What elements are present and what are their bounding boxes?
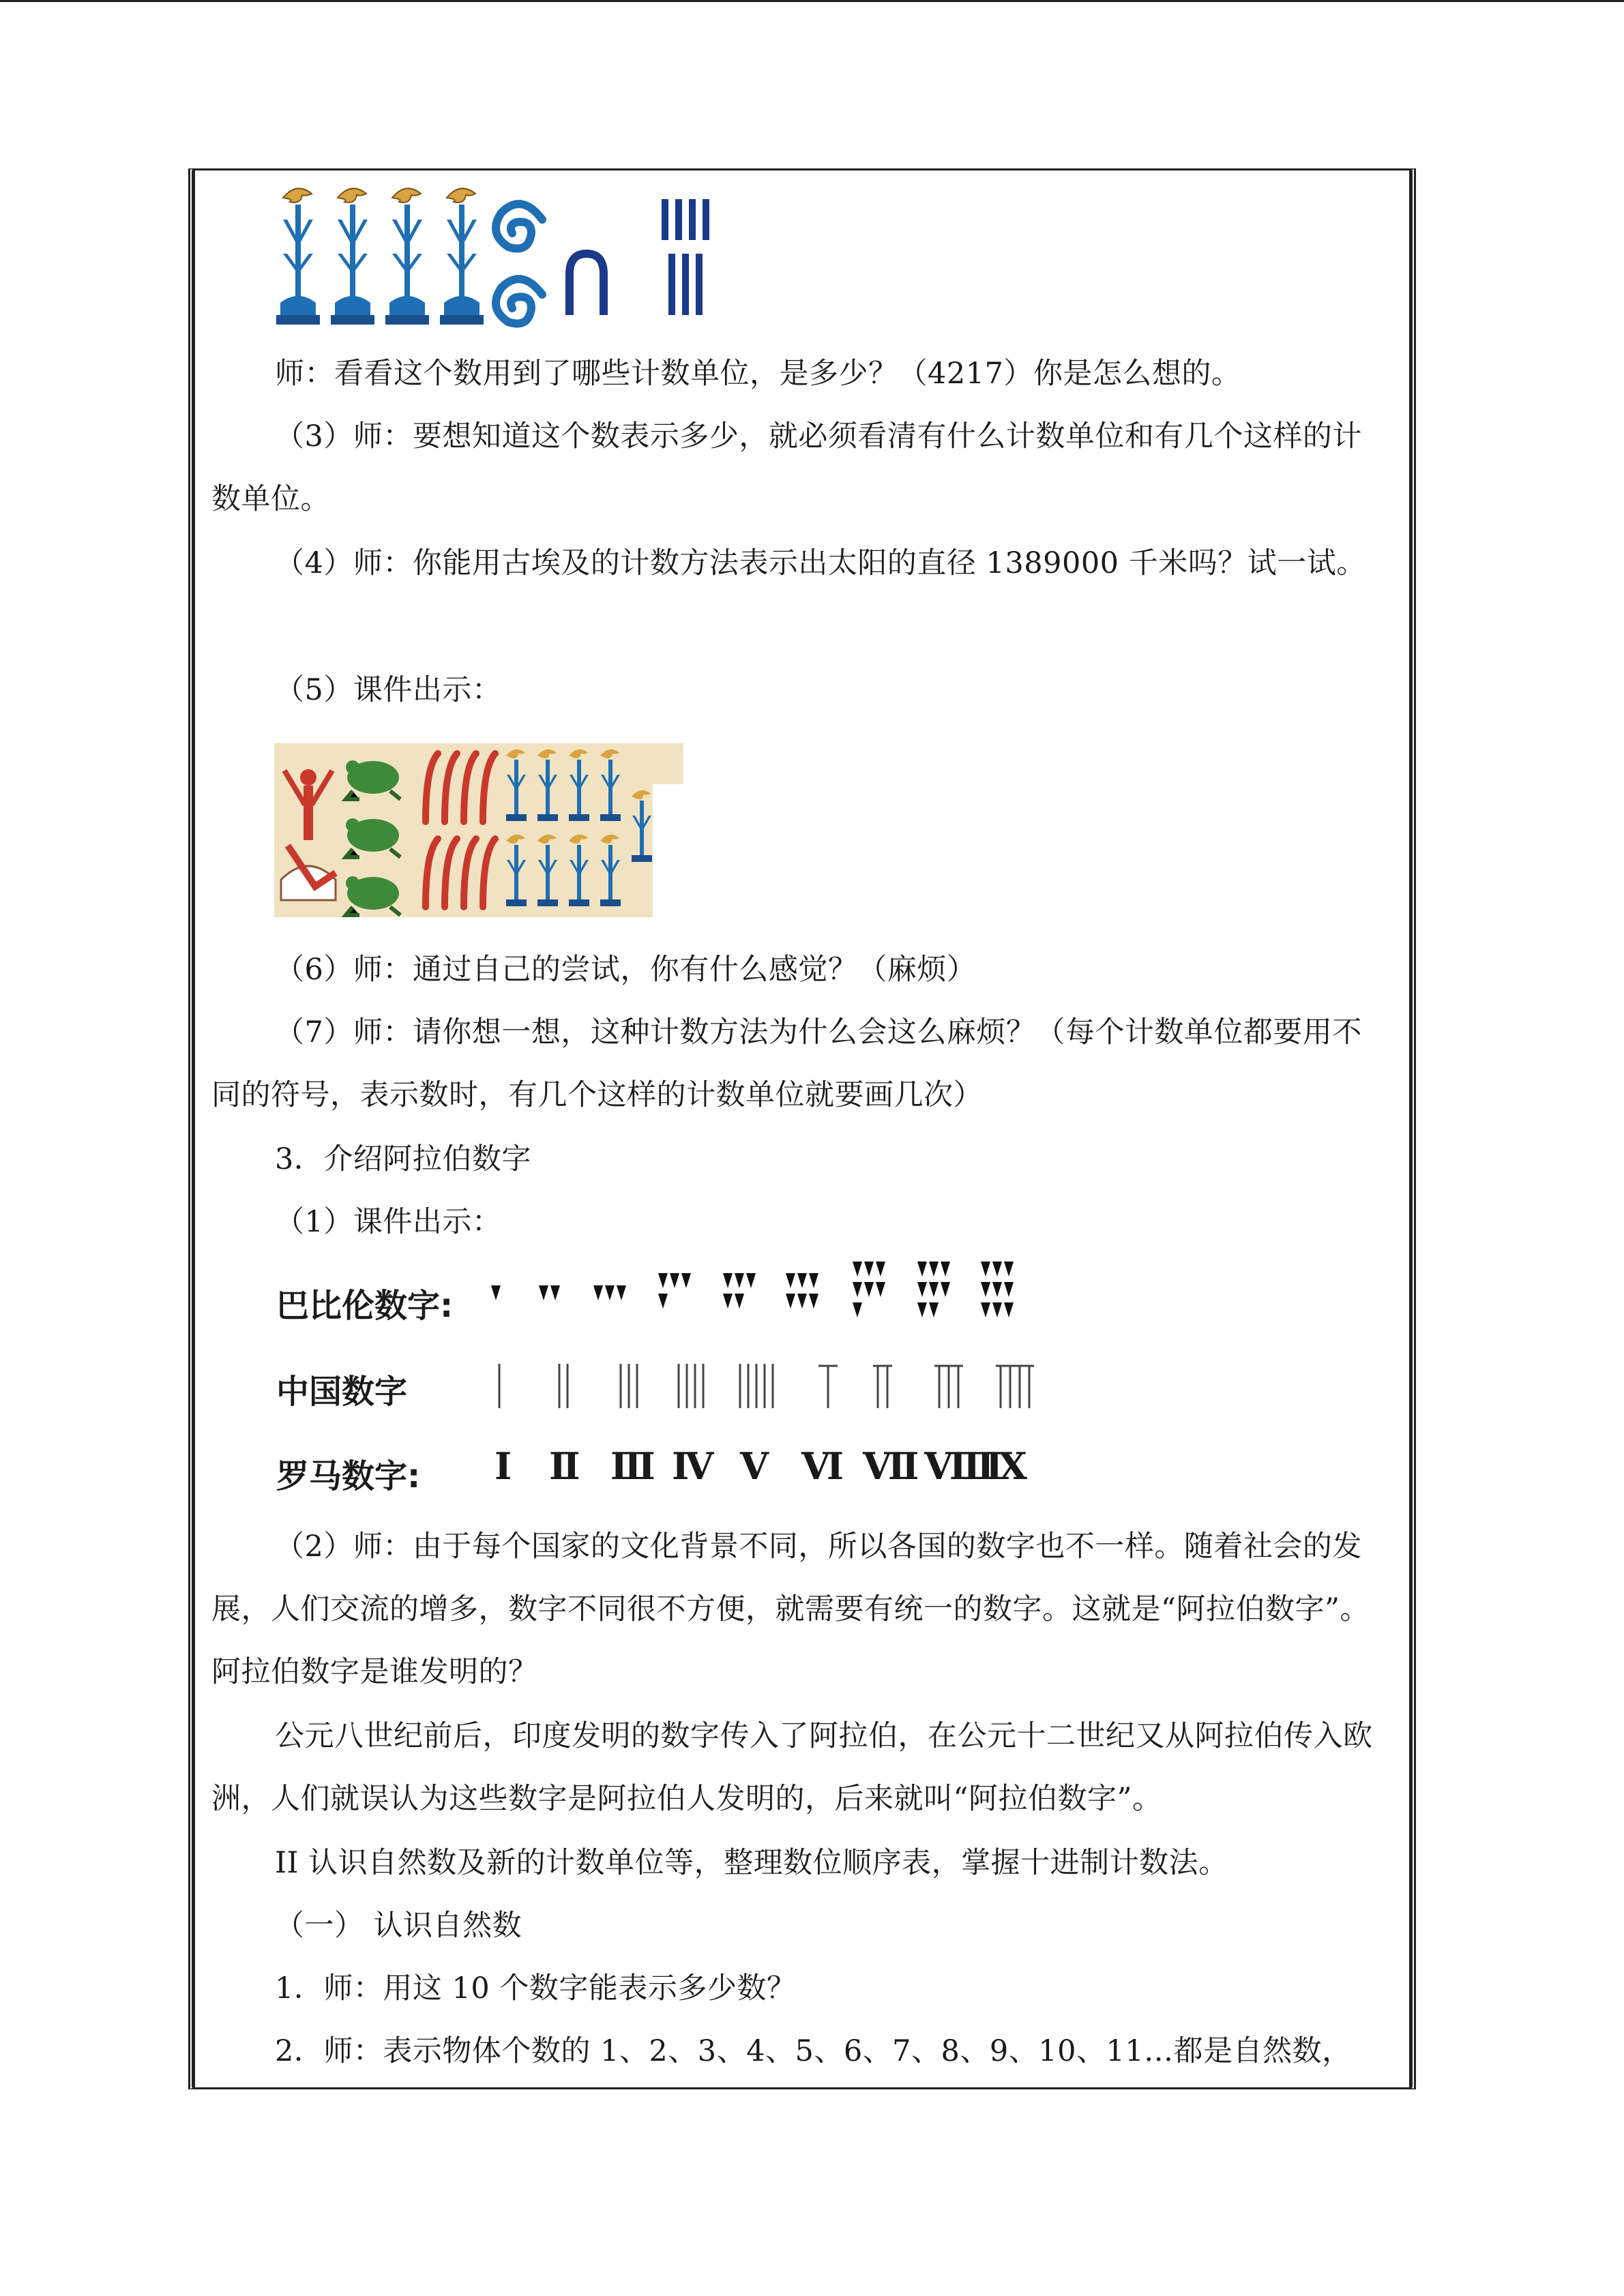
paragraph-13: 1．师：用这 10 个数字能表示多少数？ xyxy=(275,1971,797,2006)
paragraph-8: （1）课件出示： xyxy=(275,1205,502,1239)
roman-numeral-5: Ⅴ xyxy=(740,1444,765,1488)
roman-numeral-3: Ⅲ xyxy=(610,1444,651,1488)
babylonian-numeral-8 xyxy=(917,1262,950,1317)
paragraph-12: （一） 认识自然数 xyxy=(275,1909,522,1943)
paragraph-6: （7）师：请你想一想，这种计数方法为什么会这么麻烦？（每个计数单位都要用不同的符号，表示数时，有几个这样的计数单位就要画几次） xyxy=(211,1015,1362,1112)
babylonian-numeral-2 xyxy=(539,1285,560,1300)
paragraph-10: 公元八世纪前后，印度发明的数字传入了阿拉伯，在公元十二世纪又从阿拉伯传入欧洲，人们就误认为这些数字是阿拉伯人发明的，后来就叫“阿拉伯数字”。 xyxy=(211,1719,1373,1816)
roman-numeral-1: Ⅰ xyxy=(494,1444,508,1488)
babylonian-numeral-4 xyxy=(658,1273,691,1309)
chinese-numeral-3 xyxy=(621,1364,637,1408)
paragraph-14: 2．师：表示物体个数的 1、2、3、4、5、6、7、8、9、10、11…都是自然数， xyxy=(275,2034,1352,2068)
chinese-rod-numerals xyxy=(491,1360,1050,1415)
roman-numeral-9: Ⅸ xyxy=(986,1444,1023,1488)
babylonian-numeral-9 xyxy=(981,1262,1014,1317)
babylonian-numeral-6 xyxy=(786,1273,818,1309)
babylonian-numeral-1 xyxy=(491,1285,501,1300)
paragraph-11: II 认识自然数及新的计数单位等，整理数位顺序表，掌握十进制计数法。 xyxy=(275,1846,1228,1880)
chinese-numeral-5 xyxy=(740,1364,773,1408)
chinese-numeral-4 xyxy=(679,1364,703,1408)
babylonian-numerals xyxy=(491,1258,1037,1340)
paragraph-1: 师：看看这个数用到了哪些计数单位，是多少？（4217）你是怎么想的。 xyxy=(275,357,1241,391)
chinese-numeral-6 xyxy=(818,1366,838,1408)
roman-numeral-6: Ⅵ xyxy=(801,1444,840,1488)
egyptian-numeral-1389000-image xyxy=(274,743,683,917)
roman-numeral-4: Ⅳ xyxy=(672,1444,710,1488)
chinese-numeral-9 xyxy=(996,1366,1034,1408)
paragraph-5: （6）师：通过自己的尝试，你有什么感觉？（麻烦） xyxy=(275,953,977,987)
frame-inner-right xyxy=(1409,170,1413,2087)
babylonian-label: 巴比伦数字: xyxy=(276,1287,454,1325)
paragraph-9: （2）师：由于每个国家的文化背景不同，所以各国的数字也不一样。随着社会的发展，人们交流的增多，数字不同很不方便，就需要有统一的数字。这就是“阿拉伯数字”。阿拉伯数字是谁发明的？ xyxy=(211,1530,1370,1689)
chinese-numeral-8 xyxy=(934,1366,963,1408)
paragraph-7: 3．介绍阿拉伯数字 xyxy=(275,1142,531,1176)
chinese-numeral-7 xyxy=(873,1366,892,1408)
egyptian-numeral-4217-image xyxy=(276,179,740,330)
paragraph-2: （3）师：要想知道这个数表示多少，就必须看清有什么计数单位和有几个这样的计数单位。 xyxy=(211,419,1362,516)
paragraph-3: （4）师：你能用古埃及的计数方法表示出太阳的直径 1389000 千米吗？试一试。 xyxy=(275,546,1366,580)
babylonian-numeral-5 xyxy=(723,1273,756,1309)
roman-numeral-2: Ⅱ xyxy=(549,1444,576,1488)
babylonian-numeral-3 xyxy=(593,1285,626,1300)
paragraph-4: （5）课件出示： xyxy=(275,673,502,707)
roman-numeral-7: Ⅶ xyxy=(863,1444,915,1488)
chinese-numeral-2 xyxy=(559,1364,567,1408)
babylonian-numeral-7 xyxy=(853,1262,885,1317)
chinese-label: 中国数字 xyxy=(276,1373,408,1411)
roman-numeral-8: Ⅷ xyxy=(924,1444,990,1488)
frame-inner-left xyxy=(192,170,195,2087)
roman-label: 罗马数字: xyxy=(276,1457,421,1495)
page-top-rule xyxy=(0,0,1624,2)
